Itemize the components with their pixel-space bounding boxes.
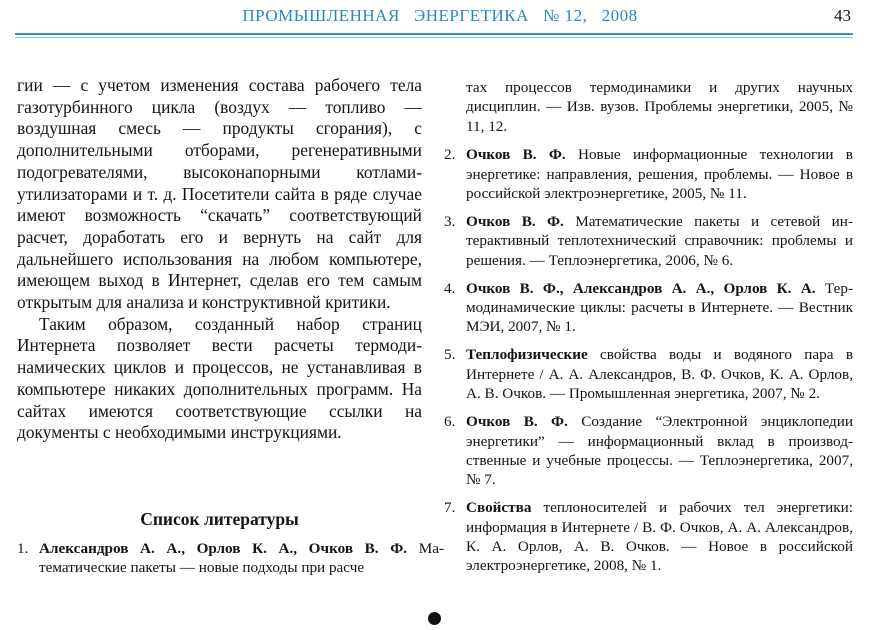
- reference-number: 6.: [444, 413, 456, 431]
- reference-item-4: [444, 279, 853, 337]
- references-column: [444, 78, 853, 584]
- reference-number: 7.: [444, 499, 456, 517]
- references-heading: Список литературы: [140, 509, 299, 529]
- reference-authors: Очков В. Ф.: [466, 146, 566, 164]
- body-paragraph: гии — с учетом изменения состава рабочего тела газотурбинного цикла (воздух — топливо — воздушная смесь — продукты сгорания), с дополнительными отборами, регенеративными подогревателями, высоконапорными котлами-утилизаторами и т. д. Посетители сайта в ряде случае имеют возможность “скачать” соответствующий расчет, доработать его и вернуть на сайт для дальнейшего использования на любом компьютере, имеющем выход в Интернет, сделав его тем самым открытым для анализа и конструктивной критики.: [17, 75, 422, 313]
- page-header: [0, 0, 877, 40]
- reference-item-6: [444, 412, 853, 490]
- page-number: 43: [834, 6, 851, 25]
- reference-item-1: [17, 539, 444, 578]
- reference-text: Новые информационные технологии в энергетике: направления, решения, проблемы. — Новое в российской электроэнергетике, 2005, № 11.: [466, 146, 853, 203]
- reference-text: свойства воды и водяного пара в Интернете / А. А. Александров, В. Ф. Очков, К. А. Орлов, А. В. Очков. — Промышленная энергетика, 2007, № 2.: [466, 346, 853, 403]
- reference-item-2: [444, 145, 853, 203]
- body-paragraph: Таким образом, созданный набор страниц Интернета позволяет вести расчеты термодинамических циклов и процессов, не устанавливая в компьютере никаких дополнительных программ. На сайтах имеются соответствующие ссылки на документы с необходимыми инструкциями.: [17, 313, 422, 443]
- reference-number: 5.: [444, 346, 456, 364]
- reference-authors: Свойства: [466, 499, 532, 517]
- reference-item-1-continued: [444, 78, 853, 136]
- reference-authors: Очков В. Ф.: [466, 413, 568, 431]
- reference-text: Математические пакеты — новые подходы при расче: [39, 540, 444, 577]
- reference-text: теплоносителей и рабочих тел энергетики: информация в Интернете / В. Ф. Очков, А. А. Александров, К. А. Орлов, А. В. Очков. — Новое в российской электроэнергетике, 2008, № 1.: [466, 499, 853, 575]
- reference-number: 1.: [17, 540, 29, 557]
- reference-text: Создание “Электронной энциклопедии энергетики” — информационный вклад в производственные и учебные процессы. — Теплоэнергетика, 2007, № 7.: [466, 413, 853, 489]
- reference-number: 2.: [444, 146, 456, 164]
- header-rule-thin: [15, 37, 853, 38]
- reference-item-3: [444, 212, 853, 270]
- reference-text: Математические пакеты и сетевой интерактивный теплотехнический справочник: проблемы и решения. — Теплоэнергетика, 2006, № 6.: [466, 212, 853, 269]
- header-rule: [15, 33, 853, 35]
- reference-authors: Теплофизические: [466, 346, 588, 364]
- end-of-article-dot: [428, 612, 441, 625]
- reference-item-7: [444, 498, 853, 576]
- reference-authors: Очков В. Ф., Александров А. А., Орлов К. А.: [466, 279, 816, 297]
- reference-number: 4.: [444, 279, 456, 297]
- reference-number: 3.: [444, 212, 456, 230]
- reference-text: тах процессов термодинамики и других научных дисциплин. — Изв. вузов. Проблемы энергетики, 2005, № 11, 12.: [466, 79, 853, 135]
- body-text-column: [17, 75, 422, 444]
- journal-title: ПРОМЫШЛЕННАЯ ЭНЕРГЕТИКА № 12, 2008: [242, 6, 638, 25]
- reference-item-5: [444, 345, 853, 403]
- reference-authors: Очков В. Ф.: [466, 212, 564, 230]
- reference-authors: Александров А. А., Орлов К. А., Очков В. Ф.: [39, 540, 408, 557]
- reference-text: Термодинамические циклы: расчеты в Интернете. — Вестник МЭИ, 2007, № 1.: [466, 279, 853, 336]
